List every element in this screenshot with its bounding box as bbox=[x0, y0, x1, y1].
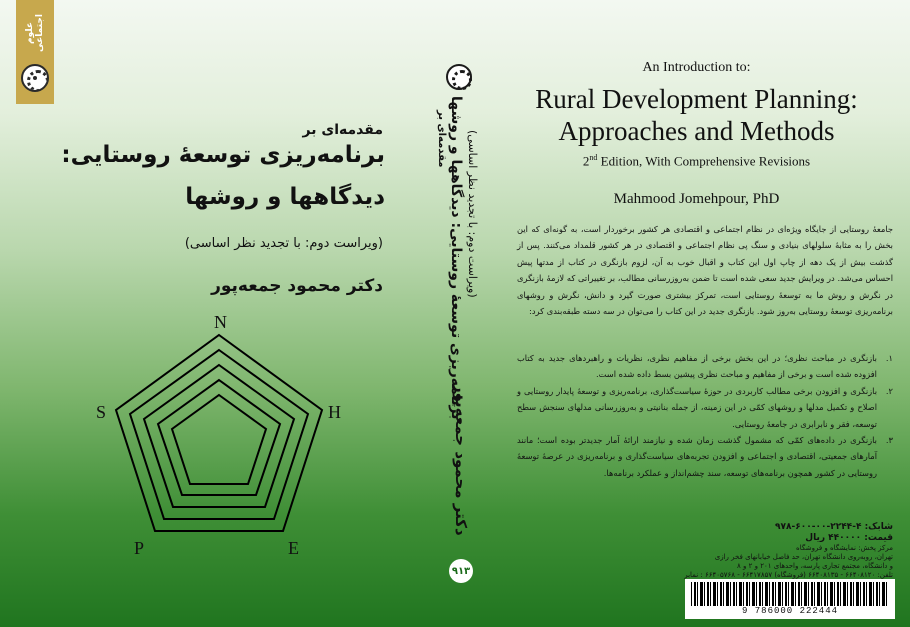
list-item bbox=[517, 350, 893, 383]
list-item-number: ۱. bbox=[885, 353, 893, 363]
address-line: تهران، روبه‌روی دانشگاه تهران، حد فاصل خیابانهای فخر رازی bbox=[714, 553, 893, 561]
address-line: مرکز پخش: نمایشگاه و فروشگاه bbox=[796, 544, 893, 552]
back-title-line1: برنامه‌ریزی توسعهٔ روستایی: bbox=[61, 142, 385, 168]
pentagon-ring-4 bbox=[158, 380, 280, 495]
list-item-number: ۳. bbox=[885, 435, 893, 446]
barcode bbox=[685, 579, 895, 619]
address-line: و دانشگاه، مجتمع تجاری پارسه، واحدهای ۲۰۱ و ۲ و ۸ bbox=[737, 562, 893, 570]
spine-series-number: ۹۱۳ bbox=[449, 559, 473, 583]
spine-author: دکتر محمود جمعه‌پور bbox=[452, 384, 470, 536]
spine-publisher-logo-icon bbox=[446, 64, 472, 90]
front-title-line1: Rural Development Planning: bbox=[535, 84, 858, 114]
pentagon-ring-2 bbox=[130, 350, 308, 519]
front-title-line2: Approaches and Methods bbox=[558, 116, 835, 146]
list-item-text: بازنگری در مباحث نظری؛ در این بخش برخی از مفاهیم نظری، نظریات و راهبردهای جدید به کتاب افزوده شده است و برخی از مفاهیم و مباحث نظری پیشین بسط داده شده است. bbox=[517, 353, 877, 380]
back-author: دکتر محمود جمعه‌پور bbox=[211, 276, 383, 296]
diagram-label-p: P bbox=[134, 538, 145, 558]
barcode-bars-icon bbox=[691, 582, 889, 606]
isbn: شابک: ۴-۲۲۴۴-۰۰-۶۰۰-۹۷۸ bbox=[774, 522, 893, 532]
back-title-line2: دیدگاهها و روشها bbox=[185, 184, 385, 210]
edition-suffix: nd bbox=[589, 153, 598, 162]
spine-title-prefix: مقدمه‌ای بر bbox=[436, 110, 447, 168]
front-edition bbox=[483, 153, 910, 169]
spine-edition: (ویراست دوم: با تجدید نظر اساسی) bbox=[466, 130, 479, 298]
pentagon-ring-5 bbox=[172, 395, 266, 484]
pentagon-ring-3 bbox=[144, 365, 294, 507]
diagram-label-s: S bbox=[96, 402, 107, 422]
list-item-text: بازنگری در داده‌های کمّی که مشمول گذشت زمان شده و نیازمند ارائهٔ آمار جدیدتر بوده است؛ مانند آمارهای جمعیتی، اقتصادی و اجتماعی و افزودن تجربه‌های سیاست‌گذاری و برنامه‌ریزی در عرصهٔ توسعهٔ روستایی در کشور همچون برنامه‌های توسعه، سند چشم‌انداز و عملکرد برنامه‌ها. bbox=[517, 435, 877, 478]
diagram-label-n: N bbox=[214, 312, 227, 332]
pentagon-diagram bbox=[0, 0, 405, 627]
address-line: تلفن: ۶۶۴۰۸۱۲۰ - ۶۶۴۰۸۱۳۵ (فروشگاه) ۶۶۴۱۷۸۵۷ - ۶۶۴۰۵۷۶۸ : نمابر bbox=[684, 571, 893, 579]
list-item-text: بازنگری و افزودن برخی مطالب کاربردی در حوزهٔ سیاست‌گذاری، برنامه‌ریزی و توسعهٔ پایدار روستایی و اصلاح و تکمیل مدلها و روشهای کمّی در این زمینه، از جمله بنانیتی و به‌روزرسانی مدلهای سنجش سطح توسعه، فقر و نابرابری در جامعهٔ روستایی. bbox=[517, 385, 877, 429]
list-item bbox=[517, 383, 893, 432]
list-item-number: ۲. bbox=[885, 385, 893, 396]
imprint-block bbox=[668, 522, 893, 580]
front-author: Mahmood Jomehpour, PhD bbox=[613, 191, 780, 207]
edition-text: Edition, With Comprehensive Revisions bbox=[597, 153, 811, 169]
revision-list bbox=[517, 350, 893, 481]
price: قیمت: ۴۴۰۰۰۰ ریال bbox=[805, 533, 893, 543]
barcode-number: 9 786000 222444 bbox=[741, 606, 838, 616]
spine-title: برنامه‌ریزی توسعهٔ روستایی: دیدگاهها و روشها bbox=[448, 96, 464, 420]
diagram-label-e: E bbox=[288, 538, 299, 558]
publisher-logo-text: علوم اجتماعی bbox=[25, 14, 45, 52]
edition-number: 2 bbox=[582, 153, 590, 169]
back-edition: (ویراست دوم: با تجدید نظر اساسی) bbox=[184, 236, 383, 251]
front-intro: An Introduction to: bbox=[642, 60, 751, 75]
diagram-label-h: H bbox=[328, 402, 341, 422]
list-item bbox=[517, 432, 893, 481]
description-paragraph: جامعهٔ روستایی از جایگاه ویژه‌ای در نظام اجتماعی و اقتصادی هر کشور برخوردار است، به گونه‌ای که این بخش را به مثابهٔ سلولهای بنیادی و سنگ پی نظام اجتماعی و اقتصادی در هر کشور قلمداد می‌کنند. پس از گذشت بیش از یک دهه از چاپ اول این کتاب و اقبال خوب به آن، لزوم بازنگری در کتاب از مدتها پیش احساس می‌شد. در ویرایش جدید سعی شده است تا ضمن به‌روزرسانی مطالب، بر تغییراتی که لازمهٔ بازنگری در نگرش و روش ما به توسعهٔ روستایی است، تمرکز بیشتری صورت گیرد و دانش، نگرش و روشهای برنامه‌ریزی توسعهٔ روستایی به‌روز شود. بازنگری جدید در این کتاب را می‌توان در سه دسته طبقه‌بندی کرد: bbox=[517, 224, 893, 317]
back-title-prefix: مقدمه‌ای بر bbox=[302, 122, 383, 138]
